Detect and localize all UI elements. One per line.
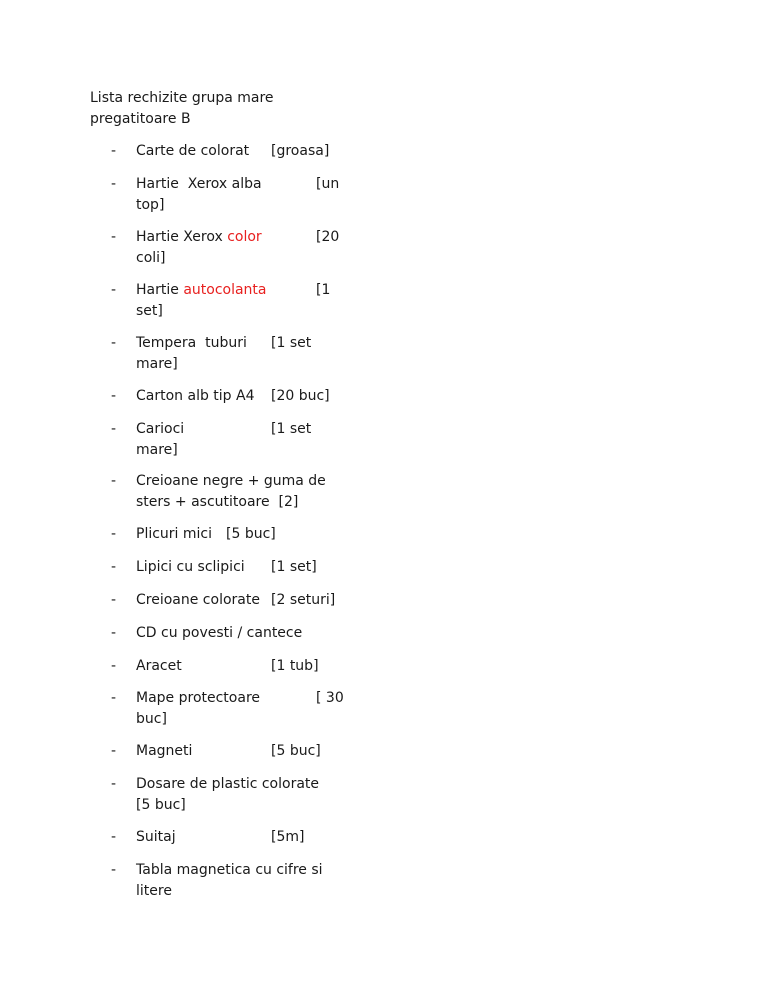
- list-dash: -: [111, 559, 117, 575]
- item-highlight: color: [227, 229, 262, 245]
- item-text: Tabla magnetica cu cifre si: [136, 862, 323, 878]
- list-dash: -: [111, 388, 117, 404]
- item-quantity: [1: [316, 282, 331, 298]
- list-dash: -: [111, 143, 117, 159]
- item-quantity-cont: coli]: [136, 249, 166, 266]
- item-text: CD cu povesti / cantece: [136, 625, 303, 641]
- item-quantity-cont: sters + ascutitoare [2]: [136, 493, 299, 510]
- item-text: Hartie Xerox color: [136, 229, 262, 245]
- item-quantity: [1 set: [271, 421, 312, 437]
- list-dash: -: [111, 690, 117, 706]
- item-quantity-cont: mare]: [136, 441, 178, 458]
- item-text: Carte de colorat: [136, 143, 250, 159]
- list-dash: -: [111, 862, 117, 878]
- list-dash: -: [111, 421, 117, 437]
- item-quantity: [groasa]: [271, 143, 330, 159]
- list-dash: -: [111, 743, 117, 759]
- list-dash: -: [111, 526, 117, 542]
- item-quantity: [2 seturi]: [271, 592, 336, 608]
- item-quantity-cont: top]: [136, 196, 165, 213]
- item-text: Creioane colorate: [136, 592, 260, 608]
- item-quantity: [5 buc]: [271, 743, 321, 759]
- item-text: Suitaj: [136, 829, 176, 845]
- item-quantity: [ 30: [316, 690, 344, 706]
- item-text: Aracet: [136, 658, 182, 674]
- list-dash: -: [111, 776, 117, 792]
- item-quantity: [1 tub]: [271, 658, 319, 674]
- list-dash: -: [111, 658, 117, 674]
- item-quantity-cont: litere: [136, 882, 172, 899]
- item-text: Lipici cu sclipici: [136, 559, 245, 575]
- list-dash: -: [111, 592, 117, 608]
- item-quantity: [5m]: [271, 829, 305, 845]
- list-dash: -: [111, 282, 117, 298]
- list-dash: -: [111, 335, 117, 351]
- item-highlight: autocolanta: [183, 282, 267, 298]
- list-dash: -: [111, 229, 117, 245]
- item-text: Carton alb tip A4: [136, 388, 255, 404]
- item-quantity-cont: set]: [136, 302, 163, 319]
- item-quantity-cont: mare]: [136, 355, 178, 372]
- item-quantity-cont: [5 buc]: [136, 796, 186, 813]
- list-dash: -: [111, 625, 117, 641]
- item-text: Hartie Xerox alba: [136, 176, 262, 192]
- item-quantity: [un: [316, 176, 340, 192]
- item-text: Dosare de plastic colorate: [136, 776, 320, 792]
- item-text: Magneti: [136, 743, 193, 759]
- item-text: Mape protectoare: [136, 690, 261, 706]
- item-text: Carioci: [136, 421, 185, 437]
- item-quantity-cont: buc]: [136, 710, 167, 727]
- item-quantity: [20: [316, 229, 340, 245]
- item-quantity: [1 set: [271, 335, 312, 351]
- list-dash: -: [111, 473, 117, 489]
- item-text: Creioane negre + guma de: [136, 473, 326, 489]
- item-text: Hartie autocolanta: [136, 282, 267, 298]
- document-title: Lista rechizite grupa mare pregatitoare B: [90, 90, 274, 127]
- list-dash: -: [111, 829, 117, 845]
- item-text: Plicuri mici: [136, 526, 213, 542]
- item-quantity: [1 set]: [271, 559, 317, 575]
- list-dash: -: [111, 176, 117, 192]
- item-quantity: [5 buc]: [226, 526, 276, 542]
- item-text: Tempera tuburi: [136, 335, 247, 351]
- item-quantity: [20 buc]: [271, 388, 330, 404]
